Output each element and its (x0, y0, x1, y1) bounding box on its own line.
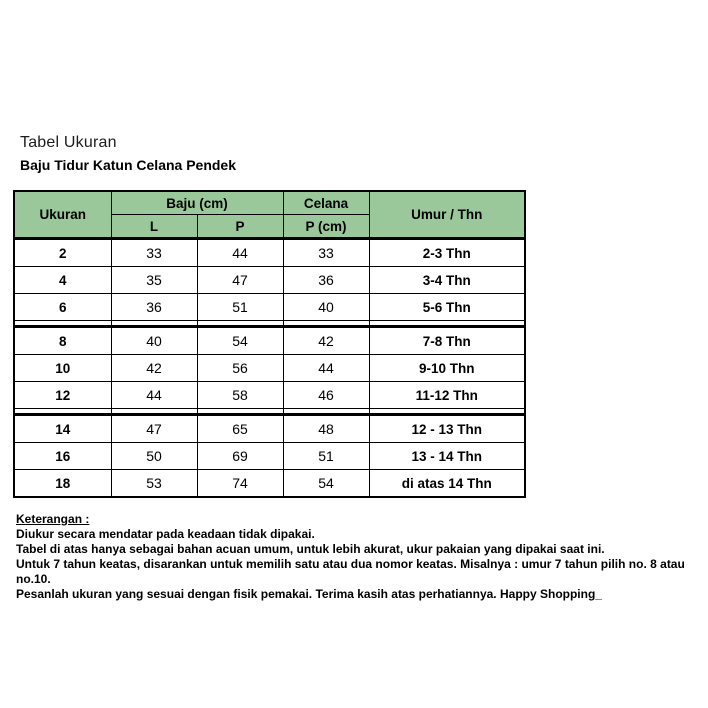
col-header-baju-group: Baju (cm) (111, 191, 283, 215)
cell-celana-p: 54 (283, 470, 369, 498)
table-row-size-12 (14, 382, 525, 409)
table-row-size-18 (14, 470, 525, 498)
notes-section (16, 512, 693, 602)
table-row-size-10 (14, 355, 525, 382)
col-header-baju-p: P (197, 215, 283, 239)
cell-baju-l: 47 (111, 415, 197, 443)
cell-baju-p: 54 (197, 327, 283, 355)
cell-baju-l: 44 (111, 382, 197, 409)
cell-baju-p: 74 (197, 470, 283, 498)
header-row-groups (14, 191, 525, 215)
note-line-2: Tabel di atas hanya sebagai bahan acuan umum, untuk lebih akurat, ukur pakaian yang dipakai saat ini. (16, 542, 605, 556)
cell-size: 8 (14, 327, 111, 355)
table-row-size-6 (14, 294, 525, 321)
cell-size: 12 (14, 382, 111, 409)
cell-celana-p: 51 (283, 443, 369, 470)
cell-umur: 3-4 Thn (369, 267, 525, 294)
cell-baju-l: 33 (111, 239, 197, 267)
cell-umur: di atas 14 Thn (369, 470, 525, 498)
cell-umur: 11-12 Thn (369, 382, 525, 409)
col-header-ukuran: Ukuran (14, 191, 111, 239)
cell-celana-p: 36 (283, 267, 369, 294)
col-header-umur: Umur / Thn (369, 191, 525, 239)
col-header-celana-p: P (cm) (283, 215, 369, 239)
table-row-size-2 (14, 239, 525, 267)
cell-baju-l: 42 (111, 355, 197, 382)
cell-baju-p: 69 (197, 443, 283, 470)
cell-baju-p: 56 (197, 355, 283, 382)
col-header-celana-group: Celana (283, 191, 369, 215)
cell-baju-l: 36 (111, 294, 197, 321)
size-table-body (14, 239, 525, 498)
size-table-header (14, 191, 525, 239)
table-row-size-14 (14, 415, 525, 443)
cell-baju-l: 40 (111, 327, 197, 355)
cell-umur: 13 - 14 Thn (369, 443, 525, 470)
cell-celana-p: 44 (283, 355, 369, 382)
note-line-1: Diukur secara mendatar pada keadaan tidak dipakai. (16, 527, 315, 541)
table-row-size-8 (14, 327, 525, 355)
cell-size: 14 (14, 415, 111, 443)
note-line-3: Untuk 7 tahun keatas, disarankan untuk memilih satu atau dua nomor keatas. Misalnya : umur 7 tahun pilih no. 8 atau no.10. (16, 557, 685, 586)
cell-size: 18 (14, 470, 111, 498)
cell-umur: 7-8 Thn (369, 327, 525, 355)
cell-celana-p: 42 (283, 327, 369, 355)
cell-celana-p: 48 (283, 415, 369, 443)
cell-baju-p: 51 (197, 294, 283, 321)
table-row-size-16 (14, 443, 525, 470)
cell-size: 2 (14, 239, 111, 267)
cell-umur: 5-6 Thn (369, 294, 525, 321)
page-title: Tabel Ukuran (20, 134, 117, 151)
cell-celana-p: 46 (283, 382, 369, 409)
size-chart-content (13, 134, 693, 602)
cell-celana-p: 33 (283, 239, 369, 267)
cell-baju-p: 44 (197, 239, 283, 267)
cell-size: 6 (14, 294, 111, 321)
cell-celana-p: 40 (283, 294, 369, 321)
notes-heading: Keterangan : (16, 512, 90, 526)
cell-umur: 12 - 13 Thn (369, 415, 525, 443)
cell-baju-l: 35 (111, 267, 197, 294)
cell-umur: 2-3 Thn (369, 239, 525, 267)
table-row-size-4 (14, 267, 525, 294)
size-table (13, 190, 526, 498)
cell-baju-l: 50 (111, 443, 197, 470)
product-name: Baju Tidur Katun Celana Pendek (20, 157, 237, 173)
cell-baju-p: 58 (197, 382, 283, 409)
cell-umur: 9-10 Thn (369, 355, 525, 382)
cell-baju-p: 47 (197, 267, 283, 294)
note-line-4: Pesanlah ukuran yang sesuai dengan fisik pemakai. Terima kasih atas perhatiannya. Happy Shopping_ (16, 587, 602, 601)
cell-size: 10 (14, 355, 111, 382)
cell-size: 16 (14, 443, 111, 470)
cell-size: 4 (14, 267, 111, 294)
cell-baju-l: 53 (111, 470, 197, 498)
col-header-baju-l: L (111, 215, 197, 239)
cell-baju-p: 65 (197, 415, 283, 443)
